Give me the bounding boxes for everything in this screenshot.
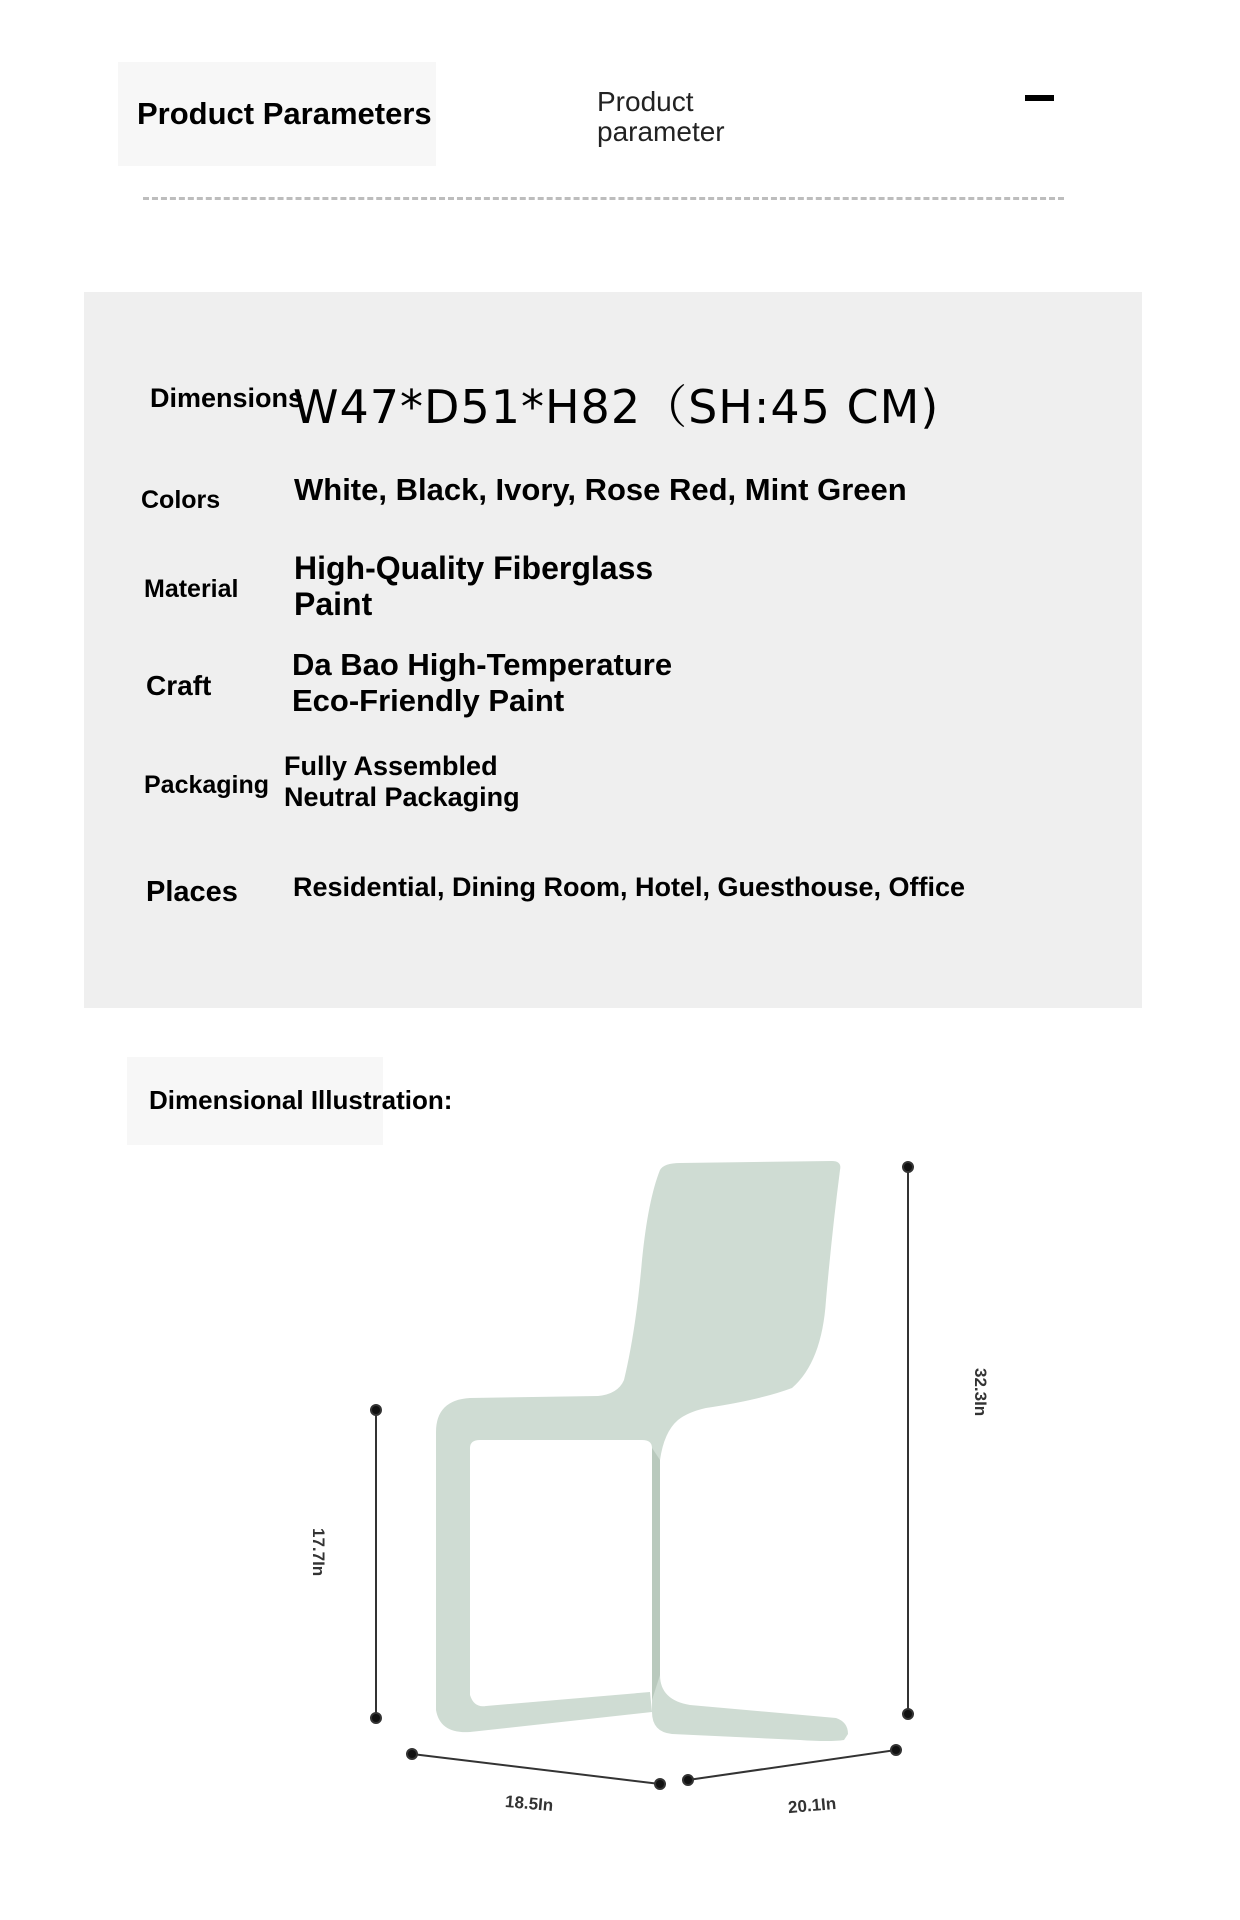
total-height-label: 32.3In (971, 1368, 990, 1417)
param-label-packaging: Packaging (144, 771, 270, 799)
param-value-places: Residential, Dining Room, Hotel, Guesthouse, Office (293, 872, 966, 902)
param-label-craft: Craft (146, 670, 212, 701)
param-value-colors: White, Black, Ivory, Rose Red, Mint Green (294, 472, 907, 507)
seat-height-dot-bottom (371, 1713, 381, 1723)
depth-dot-right (891, 1745, 901, 1755)
param-label-material: Material (144, 575, 239, 603)
param-label-dimensions: Dimensions (150, 383, 304, 413)
illustration-title: Dimensional Illustration: (149, 1085, 453, 1115)
param-label-places: Places (146, 876, 238, 908)
depth-line (688, 1750, 896, 1780)
width-dot-left (407, 1749, 417, 1759)
seat-height-dot-top (371, 1405, 381, 1415)
param-value-dimensions: W47*D51*H82（SH:45 CM) (293, 380, 940, 434)
chair-shell (436, 1161, 848, 1741)
page-title: Product Parameters (137, 96, 432, 131)
chair (436, 1161, 848, 1741)
total-height-dot-top (903, 1162, 913, 1172)
width-dot-right (655, 1779, 665, 1789)
seat-height-label: 17.7In (309, 1528, 328, 1577)
param-value-material: High-Quality Fiberglass Paint (294, 550, 654, 622)
depth-label: 20.1In (787, 1793, 837, 1818)
chair-leg-shade (652, 1448, 660, 1700)
width-label: 18.5In (504, 1791, 554, 1816)
width-line (412, 1754, 660, 1784)
param-value-craft: Da Bao High-Temperature Eco-Friendly Paint (292, 647, 673, 718)
total-height-dot-bottom (903, 1709, 913, 1719)
depth-dot-left (683, 1775, 693, 1785)
param-value-packaging: Fully Assembled Neutral Packaging (284, 751, 520, 812)
page-subtitle: Product parameter (597, 86, 725, 147)
param-label-colors: Colors (141, 486, 221, 514)
